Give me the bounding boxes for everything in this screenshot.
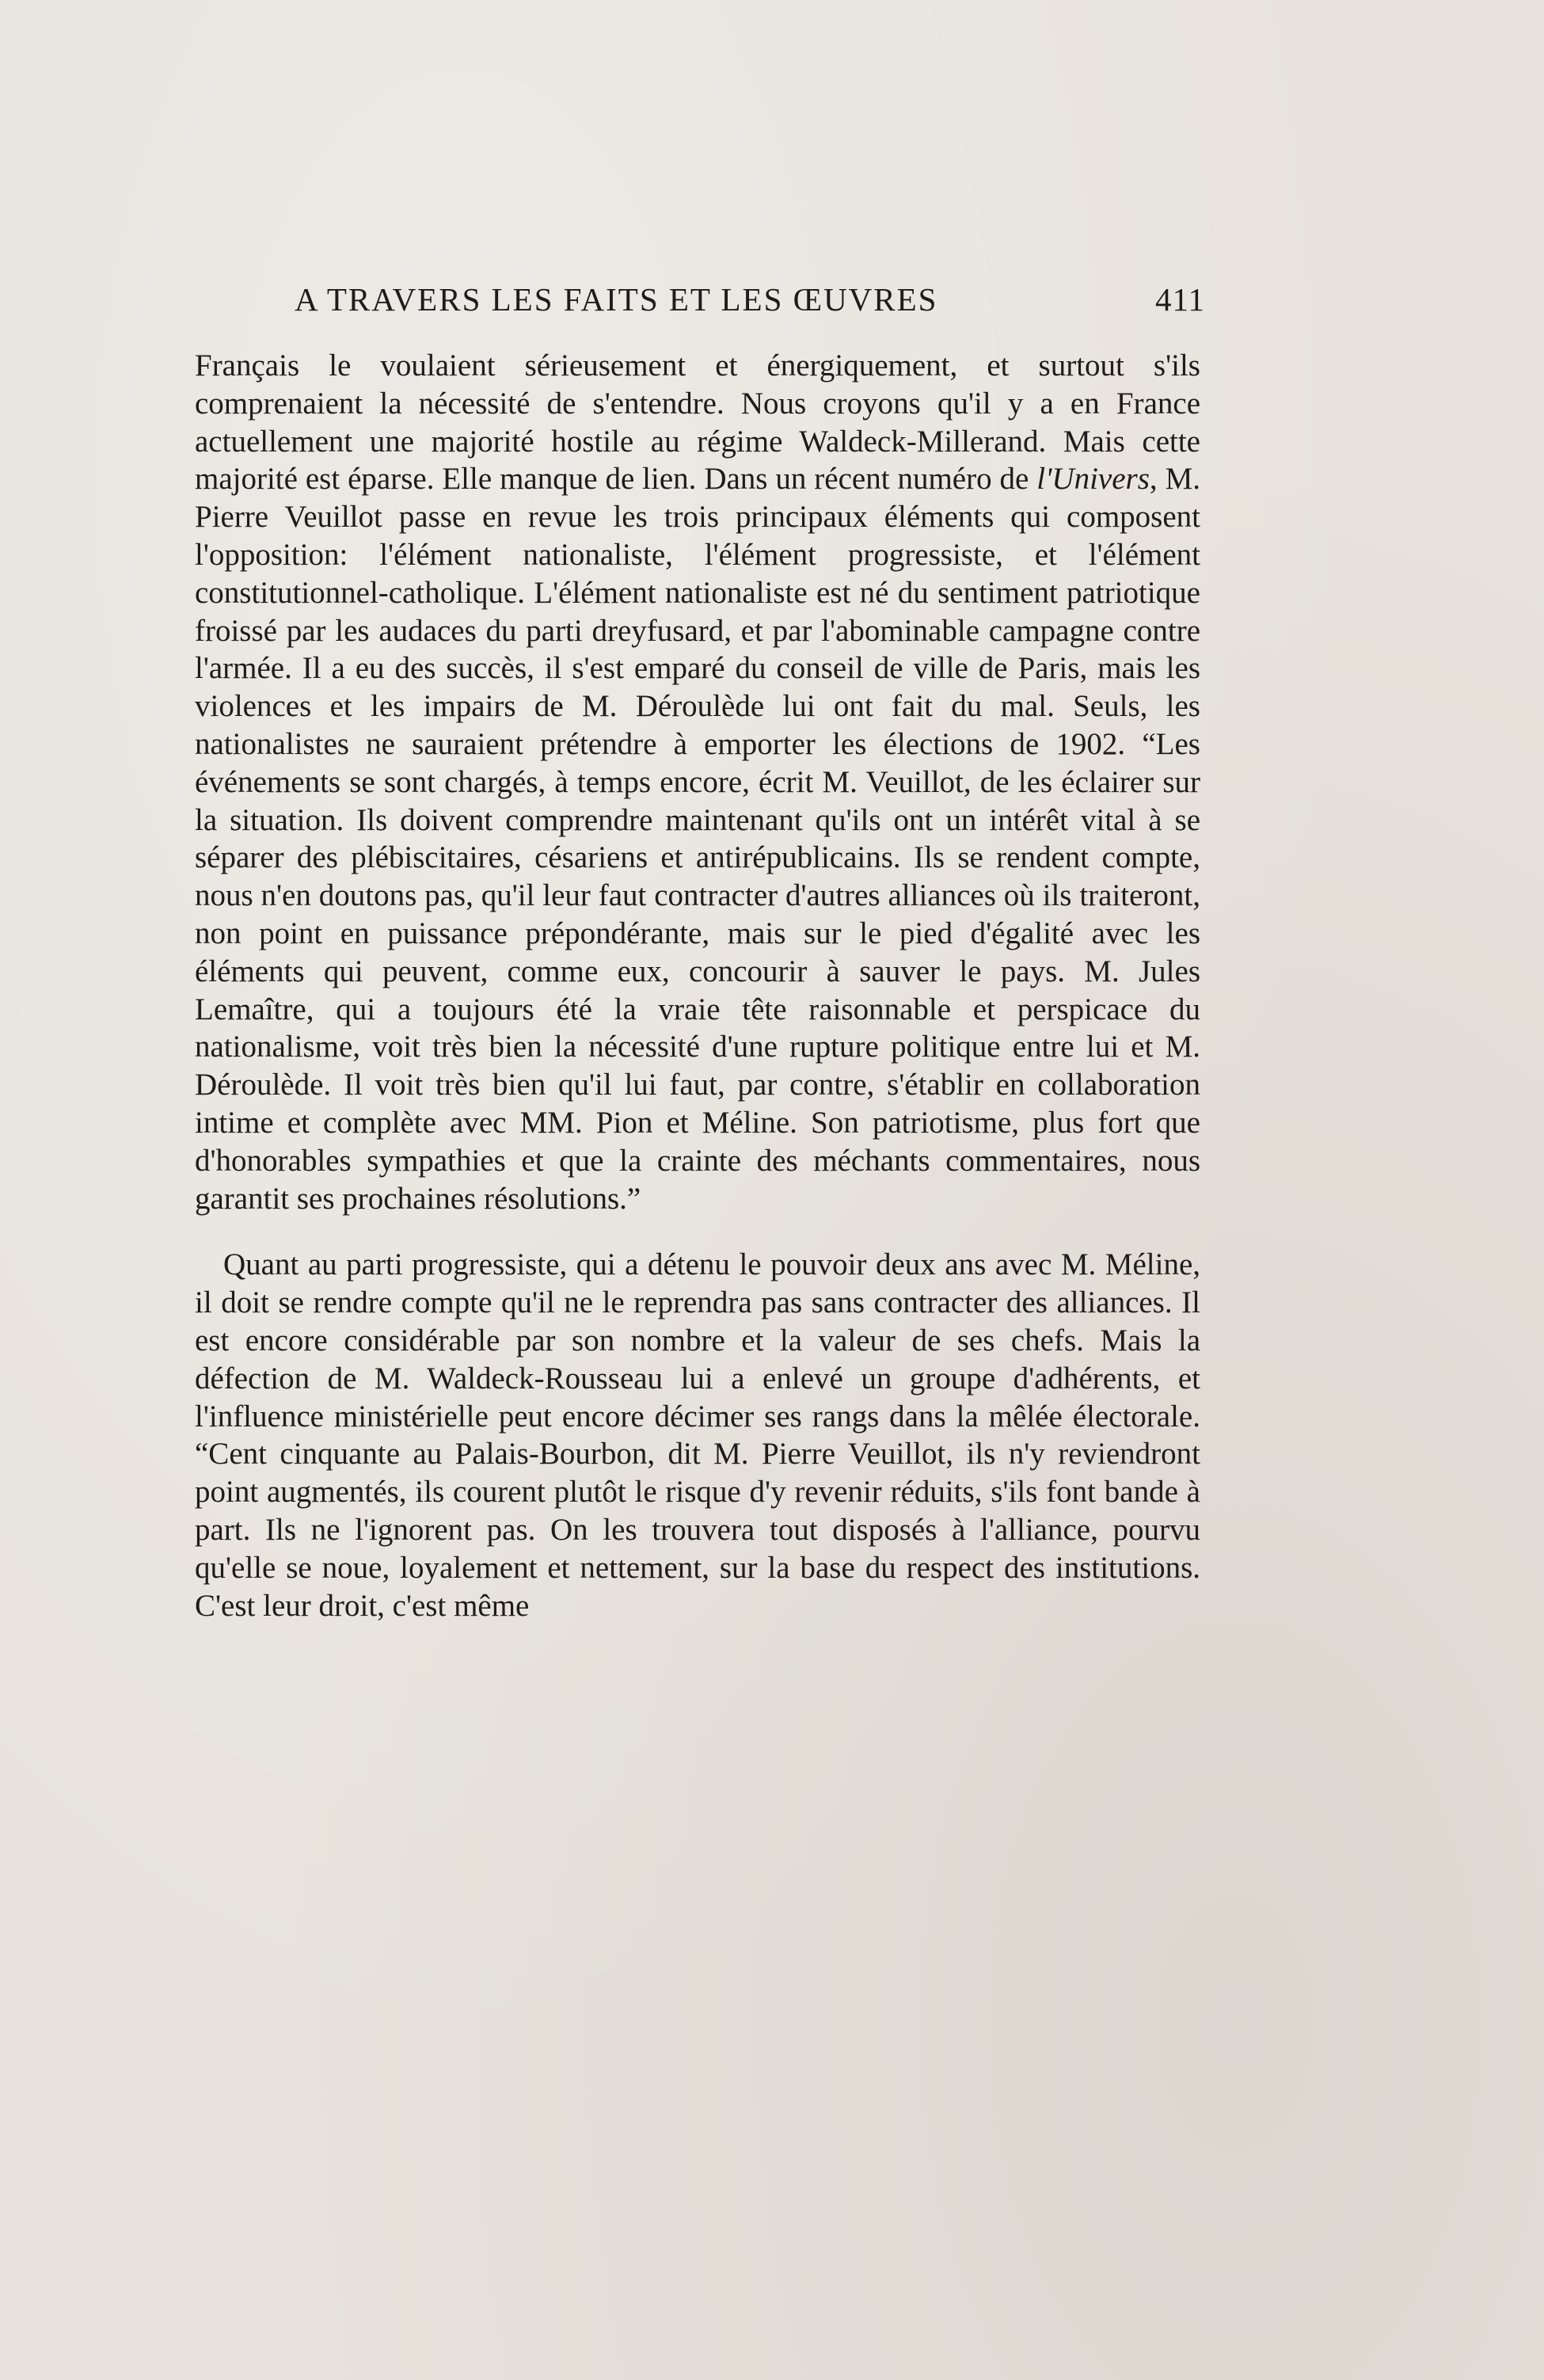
running-head (295, 279, 1205, 320)
paragraph-1 (195, 347, 1200, 1217)
body-text (195, 347, 1200, 1624)
paragraph-2: Quant au parti progressiste, qui a détenu le pouvoir deux ans avec M. Méline, il doit se rendre compte qu'il ne le reprendra pas sans contracter des alliances. Il est encore considérable par son nombre et la valeur de ses chefs. Mais la défection de M. Waldeck-Rousseau lui a enlevé un groupe d'adhérents, et l'influence ministérielle peut encore décimer ses rangs dans la mêlée électorale. “Cent cinquante au Palais-Bourbon, dit M. Pierre Veuillot, ils n'y reviendront point augmentés, ils courent plutôt le risque d'y revenir réduits, s'ils font bande à part. Ils ne l'ignorent pas. On les trouvera tout disposés à l'alliance, pourvu qu'elle se noue, loyalement et nettement, sur la base du respect des institutions. C'est leur droit, c'est même (195, 1247, 1200, 1623)
paragraph-1-text-b: , M. Pierre Veuillot passe en revue les trois principaux éléments qui composent l'opposition: l'élément nationaliste, l'élément progressiste, et l'élément constitutionnel-catholique. L'élément nationaliste est né du sentiment patriotique froissé par les audaces du parti dreyfusard, et par l'abominable campagne contre l'armée. Il a eu des succès, il s'est emparé du conseil de ville de Paris, mais les violences et les impairs de M. Déroulède lui ont fait du mal. Seuls, les nationalistes ne sauraient prétendre à emporter les élections de 1902. “Les événements se sont chargés, à temps encore, écrit M. Veuillot, de les éclairer sur la situation. Ils doivent comprendre maintenant qu'ils ont un intérêt vital à se séparer des plébiscitaires, césariens et antirépublicains. Ils se rendent compte, nous n'en doutons pas, qu'il leur faut contracter d'autres alliances où ils traiteront, non point en puissance prépondérante, mais sur le pied d'égalité avec les éléments qui peuvent, comme eux, concourir à sauver le pays. M. Jules Lemaître, qui a toujours été la vraie tête raisonnable et perspicace du nationalisme, voit très bien la nécessité d'une rupture politique entre lui et M. Déroulède. Il voit très bien qu'il lui faut, par contre, s'établir en collaboration intime et complète avec MM. Pion et Méline. Son patriotisme, plus fort que d'honorables sympathies et que la crainte des méchants commentaires, nous garantit ses prochaines résolutions.” (195, 462, 1200, 1216)
running-title: A TRAVERS LES FAITS ET LES ŒUVRES (295, 281, 938, 318)
paragraph-1-text-a: Français le voulaient sérieusement et énergiquement, et surtout s'ils comprenaient la nécessité de s'entendre. Nous croyons qu'il y a en France actuellement une majorité hostile au régime Waldeck-Millerand. Mais cette majorité est éparse. Elle manque de lien. Dans un récent numéro de (195, 348, 1200, 497)
page-number: 411 (1155, 281, 1205, 318)
journal-title-italic: l'Univers (1036, 462, 1150, 497)
